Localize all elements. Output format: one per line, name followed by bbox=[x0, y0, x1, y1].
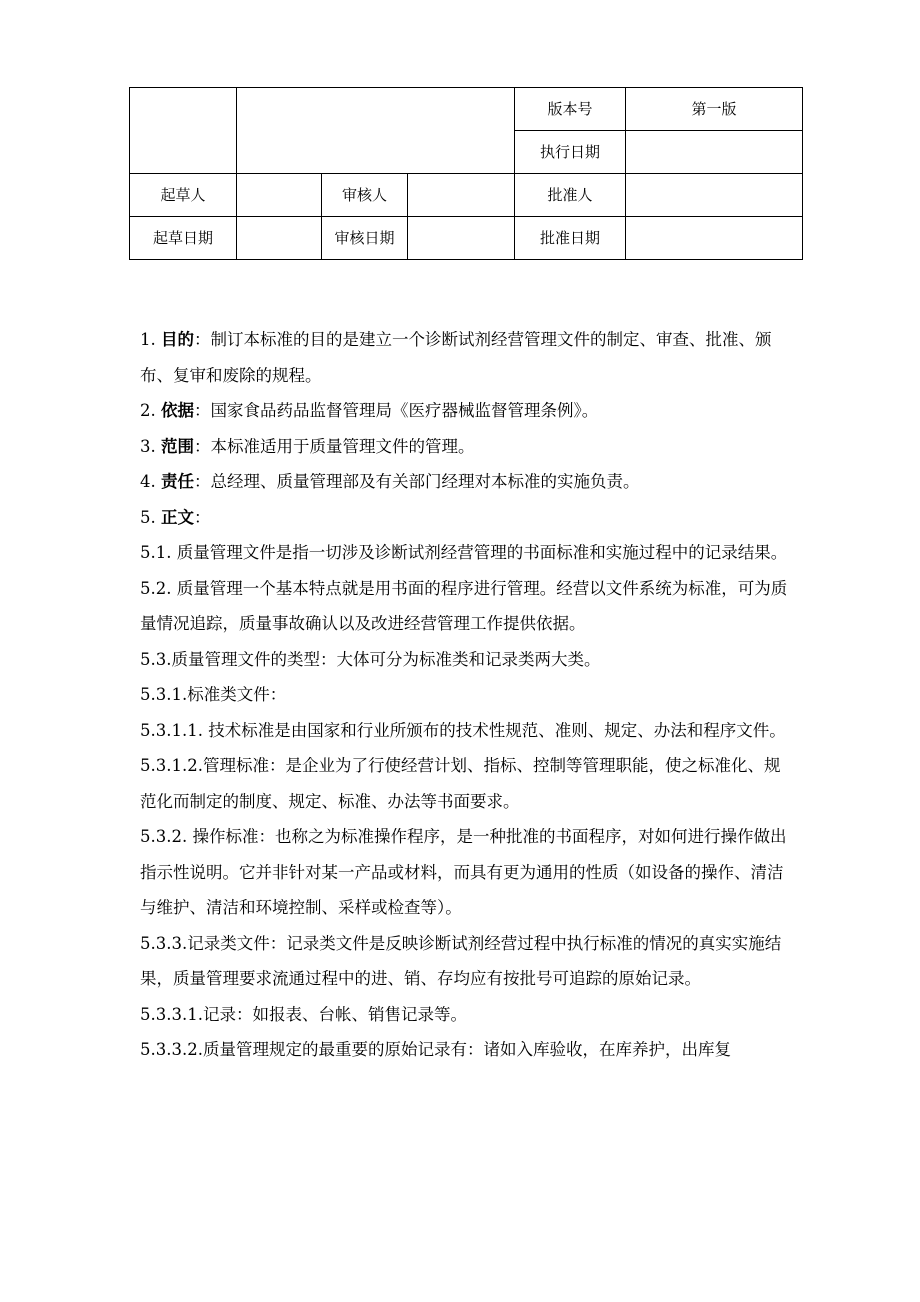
clause-5-3-2: 5.3.2. 操作标准：也称之为标准操作程序，是一种批准的书面程序，对如何进行操作做出指示性说明。它并非针对某一产品或材料，而具有更为通用的性质（如设备的操作、清洁与维护、清洁和环境控制、采样或检查等）。 bbox=[140, 827, 787, 917]
review-date-label: 审核日期 bbox=[322, 217, 408, 260]
draft-date-label: 起草日期 bbox=[130, 217, 237, 260]
document-header-table bbox=[129, 87, 803, 260]
section-heading: 正文 bbox=[161, 507, 194, 527]
drafter-value bbox=[237, 174, 322, 217]
section-scope bbox=[140, 429, 792, 465]
section-purpose bbox=[140, 322, 792, 393]
approver-value bbox=[626, 174, 803, 217]
section-main-text bbox=[140, 500, 792, 536]
clause-5-3-3-2: 5.3.3.2.质量管理规定的最重要的原始记录有：诸如入库验收，在库养护，出库复 bbox=[140, 1040, 731, 1059]
section-number: 4. bbox=[140, 472, 156, 491]
version-value: 第一版 bbox=[626, 88, 803, 131]
clause-5-3-1-2: 5.3.1.2.管理标准：是企业为了行使经营计划、指标、控制等管理职能，使之标准化、规范化而制定的制度、规定、标准、办法等书面要求。 bbox=[140, 756, 781, 811]
section-heading: 目的 bbox=[161, 330, 194, 349]
section-text: ：国家食品药品监督管理局《医疗器械监督管理条例》。 bbox=[194, 401, 599, 420]
section-number: 1. bbox=[140, 330, 156, 349]
section-number: 2. bbox=[140, 401, 156, 420]
clause-5-3: 5.3.质量管理文件的类型：大体可分为标准类和记录类两大类。 bbox=[140, 649, 601, 669]
reviewer-value bbox=[408, 174, 515, 217]
section-basis bbox=[140, 393, 792, 429]
section-text: ：本标准适用于质量管理文件的管理。 bbox=[194, 436, 475, 456]
clause-5-3-1-1: 5.3.1.1. 技术标准是由国家和行业所颁布的技术性规范、准则、规定、办法和程序文件。 bbox=[140, 720, 786, 740]
section-heading: 责任 bbox=[161, 472, 194, 491]
section-heading: 范围 bbox=[161, 436, 194, 456]
section-text: ： bbox=[194, 507, 211, 527]
section-number: 5. bbox=[140, 507, 156, 527]
approver-label: 批准人 bbox=[515, 174, 626, 217]
clause-5-2: 5.2. 质量管理一个基本特点就是用书面的程序进行管理。经营以文件系统为标准，可为质量情况追踪，质量事故确认以及改进经营管理工作提供依据。 bbox=[140, 578, 788, 633]
drafter-label: 起草人 bbox=[130, 174, 237, 217]
clause-5-3-1: 5.3.1.标准类文件： bbox=[140, 685, 287, 704]
section-text: ：制订本标准的目的是建立一个诊断试剂经营管理文件的制定、审查、批准、颁布、复审和废除的规程。 bbox=[140, 330, 772, 385]
review-date-value bbox=[408, 217, 515, 260]
version-label: 版本号 bbox=[515, 88, 626, 131]
section-number: 3. bbox=[140, 436, 156, 456]
section-text: ：总经理、质量管理部及有关部门经理对本标准的实施负责。 bbox=[194, 472, 640, 491]
logo-cell bbox=[130, 88, 237, 174]
effective-date-label: 执行日期 bbox=[515, 131, 626, 174]
document-title-cell bbox=[237, 88, 515, 174]
clause-5-3-3: 5.3.3.记录类文件：记录类文件是反映诊断试剂经营过程中执行标准的情况的真实实施结果，质量管理要求流通过程中的进、销、存均应有按批号可追踪的原始记录。 bbox=[140, 933, 782, 988]
approve-date-label: 批准日期 bbox=[515, 217, 626, 260]
section-responsibility bbox=[140, 464, 792, 500]
reviewer-label: 审核人 bbox=[322, 174, 408, 217]
clause-5-3-3-1: 5.3.3.1.记录：如报表、台帐、销售记录等。 bbox=[140, 1004, 467, 1024]
draft-date-value bbox=[237, 217, 322, 260]
approve-date-value bbox=[626, 217, 803, 260]
clause-5-1: 5.1. 质量管理文件是指一切涉及诊断试剂经营管理的书面标准和实施过程中的记录结果。 bbox=[140, 543, 788, 562]
document-body bbox=[140, 322, 792, 1068]
section-heading: 依据 bbox=[161, 401, 194, 420]
effective-date-value bbox=[626, 131, 803, 174]
